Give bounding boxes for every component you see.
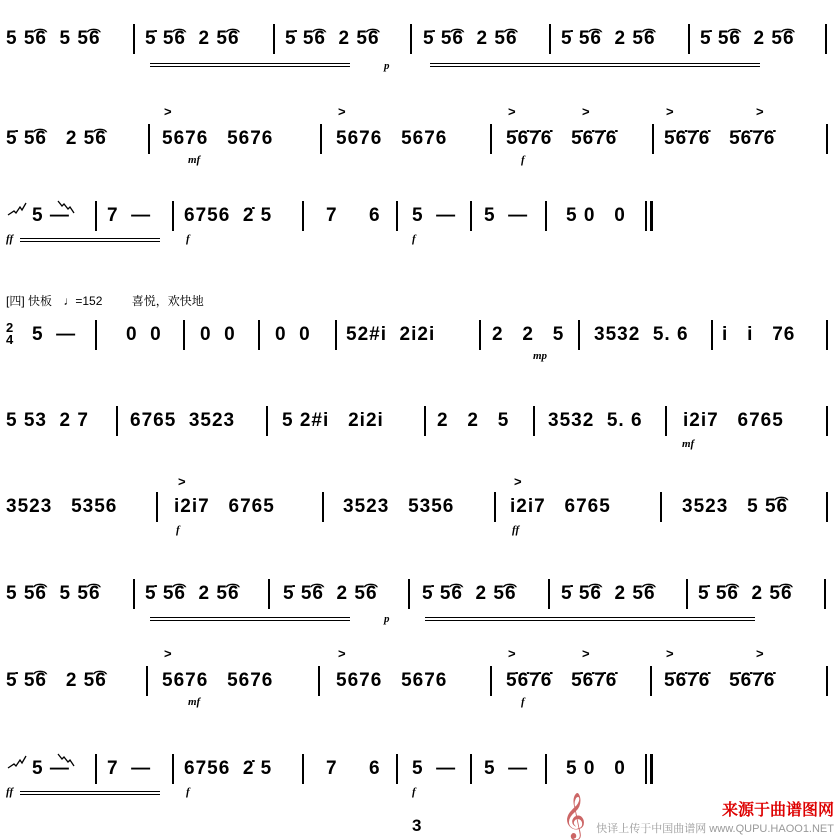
dynamic-mark: ff	[512, 524, 520, 536]
barline	[148, 124, 150, 154]
crescendo-line	[20, 794, 160, 795]
barline	[268, 579, 270, 609]
barline	[302, 754, 304, 784]
barline	[302, 201, 304, 231]
barline	[156, 492, 158, 522]
crescendo-line	[20, 238, 160, 239]
dynamic-mark: f	[412, 786, 416, 798]
crescendo-line	[20, 791, 160, 792]
final-barline	[650, 754, 653, 784]
measure-notes: 5̇ 5͡6 2 5͡6	[561, 583, 656, 604]
barline	[266, 406, 268, 436]
barline	[95, 320, 97, 350]
tempo-mark: ♩=152	[63, 294, 103, 308]
barline	[578, 320, 580, 350]
measure-notes: 5 —	[484, 758, 529, 779]
barline	[183, 320, 185, 350]
dynamic-mark: mp	[533, 350, 548, 362]
measure-notes: 5̇ 5͡6 2 5͡6	[6, 670, 107, 691]
crescendo-line	[150, 63, 350, 64]
measure-notes: i i 76	[722, 324, 796, 345]
crescendo-line	[150, 66, 350, 67]
measure-notes: 7 6	[326, 205, 381, 226]
dynamic-mark: ff	[6, 786, 14, 798]
measure-notes: 5 —	[32, 205, 70, 226]
crescendo-line	[425, 617, 755, 618]
measure-notes: 5̇ 5͡6 2 5͡6	[423, 28, 518, 49]
crescendo-line	[430, 66, 760, 67]
barline	[686, 579, 688, 609]
measure-notes: 5 5͡6 5 5͡6	[6, 583, 101, 604]
measure-notes: 5̇6̇7̇6̇ 5̇6̇7̇6̇	[664, 128, 776, 149]
dynamic-mark: mf	[188, 154, 201, 166]
crescendo-line	[425, 620, 755, 621]
barline	[470, 754, 472, 784]
dynamic-mark: f	[186, 786, 190, 798]
measure-notes: 5 —	[412, 758, 457, 779]
barline	[490, 124, 492, 154]
barline	[424, 406, 426, 436]
measure-notes: 5 —	[412, 205, 457, 226]
dynamic-mark: p	[384, 60, 390, 72]
barline	[396, 201, 398, 231]
barline	[318, 666, 320, 696]
barline	[273, 24, 275, 54]
barline	[688, 24, 690, 54]
barline	[410, 24, 412, 54]
watermark-line1: 来源于曲谱图网	[721, 802, 834, 819]
barline	[322, 492, 324, 522]
measure-notes: 5676 5676	[162, 670, 274, 691]
measure-notes: 52#i 2i2i	[346, 324, 436, 345]
barline	[826, 666, 828, 696]
measure-notes: 3532 5. 6	[548, 410, 643, 431]
barline	[490, 666, 492, 696]
barline	[826, 124, 828, 154]
barline	[95, 201, 97, 231]
barline	[335, 320, 337, 350]
measure-notes: 0 0	[126, 324, 162, 345]
barline	[116, 406, 118, 436]
measure-notes: 5 —	[484, 205, 529, 226]
measure-notes: 6756 2̇ 5	[184, 758, 273, 779]
dynamic-mark: f	[521, 696, 525, 708]
crescendo-line	[150, 617, 350, 618]
measure-notes: 3523 5 5͡6	[682, 496, 789, 517]
barline	[320, 124, 322, 154]
dynamic-mark: f	[186, 233, 190, 245]
measure-notes: 5̇6̇7̇6̇ 5̇6̇7̇6̇	[506, 670, 618, 691]
dynamic-mark: ff	[6, 233, 14, 245]
measure-notes: i2i7 6765	[174, 496, 275, 517]
watermark	[562, 793, 834, 839]
page-number: 3	[412, 816, 422, 835]
measure-notes: 3523 5356	[6, 496, 118, 517]
barline	[470, 201, 472, 231]
measure-notes: i2i7 6765	[683, 410, 784, 431]
barline	[548, 579, 550, 609]
expression-text: 喜悦，欢快地	[131, 294, 204, 308]
barline	[824, 579, 826, 609]
barline	[95, 754, 97, 784]
barline	[652, 124, 654, 154]
measure-notes: 5676 5676	[336, 670, 448, 691]
barline	[711, 320, 713, 350]
barline	[494, 492, 496, 522]
final-barline	[650, 201, 653, 231]
barline	[660, 492, 662, 522]
barline	[665, 406, 667, 436]
measure-notes: 5̇6̇7̇6̇ 5̇6̇7̇6̇	[506, 128, 618, 149]
dynamic-mark: f	[521, 154, 525, 166]
barline	[133, 24, 135, 54]
measure-notes: 2 2 5	[437, 410, 510, 431]
barline	[826, 320, 828, 350]
barline	[545, 754, 547, 784]
measure-notes: 5̇ 5͡6 2 5͡6	[422, 583, 517, 604]
measure-notes: 7 —	[107, 758, 152, 779]
treble-clef-icon: 𝄞	[562, 793, 586, 839]
measure-notes: 5 53 2 7	[6, 410, 89, 431]
barline	[549, 24, 551, 54]
measure-notes: 5̇ 5͡6 2 5͡6	[6, 128, 107, 149]
crescendo-line	[430, 63, 760, 64]
measure-notes: 5 —	[32, 758, 70, 779]
measure-notes: 5̇ 5͡6 2 5͡6	[285, 28, 380, 49]
measure-notes: 7 —	[107, 205, 152, 226]
measure-notes: 6765 3523	[130, 410, 236, 431]
barline	[826, 492, 828, 522]
measure-notes: 3532 5. 6	[594, 324, 689, 345]
measure-notes: 5 2#i 2i2i	[282, 410, 384, 431]
measure-notes: 5̇ 5͡6 2 5͡6	[698, 583, 793, 604]
measure-notes: 2 2 5	[492, 324, 565, 345]
section-header	[6, 292, 204, 309]
barline	[396, 754, 398, 784]
barline	[645, 201, 647, 231]
measure-notes: 5̇ 5͡6 2 5͡6	[145, 28, 240, 49]
section-label: [四] 快板	[6, 294, 53, 308]
dynamic-mark: f	[176, 524, 180, 536]
dynamic-mark: p	[384, 613, 390, 625]
measure-notes: 5̇ 5͡6 2 5͡6	[283, 583, 378, 604]
crescendo-line	[20, 241, 160, 242]
watermark-line2: 快译上传于中国曲谱网 www.QUPU.HAOO1.NET	[596, 823, 834, 835]
barline	[172, 201, 174, 231]
measure-notes: 5̇6̇7̇6̇ 5̇6̇7̇6̇	[664, 670, 776, 691]
measure-notes: 5̇ 5͡6 2 5͡6	[561, 28, 656, 49]
barline	[133, 579, 135, 609]
barline	[533, 406, 535, 436]
barline	[258, 320, 260, 350]
barline	[645, 754, 647, 784]
measure-notes: 5̇ 5͡6 2 5͡6	[700, 28, 795, 49]
measure-notes: 0 0	[200, 324, 236, 345]
measure-notes: 6756 2̇ 5	[184, 205, 273, 226]
measure-notes: i2i7 6765	[510, 496, 611, 517]
measure-notes: 5 —	[32, 324, 77, 345]
measure-notes: 5̇ 5͡6 2 5͡6	[145, 583, 240, 604]
measure-notes: 3523 5356	[343, 496, 455, 517]
barline	[826, 406, 828, 436]
crescendo-line	[150, 620, 350, 621]
measure-notes: 5 0 0	[566, 205, 626, 226]
barline	[825, 24, 827, 54]
measure-notes: 5 0 0	[566, 758, 626, 779]
measure-notes: 7 6	[326, 758, 381, 779]
barline	[146, 666, 148, 696]
barline	[408, 579, 410, 609]
dynamic-mark: mf	[188, 696, 201, 708]
measure-notes: 5676 5676	[162, 128, 274, 149]
dynamic-mark: f	[412, 233, 416, 245]
barline	[172, 754, 174, 784]
measure-notes: 5 5͡6 5 5͡6	[6, 28, 101, 49]
dynamic-mark: mf	[682, 438, 695, 450]
measure-notes: 5676 5676	[336, 128, 448, 149]
barline	[479, 320, 481, 350]
barline	[650, 666, 652, 696]
barline	[545, 201, 547, 231]
measure-notes: 0 0	[275, 324, 311, 345]
time-signature: 2 4	[6, 320, 14, 347]
